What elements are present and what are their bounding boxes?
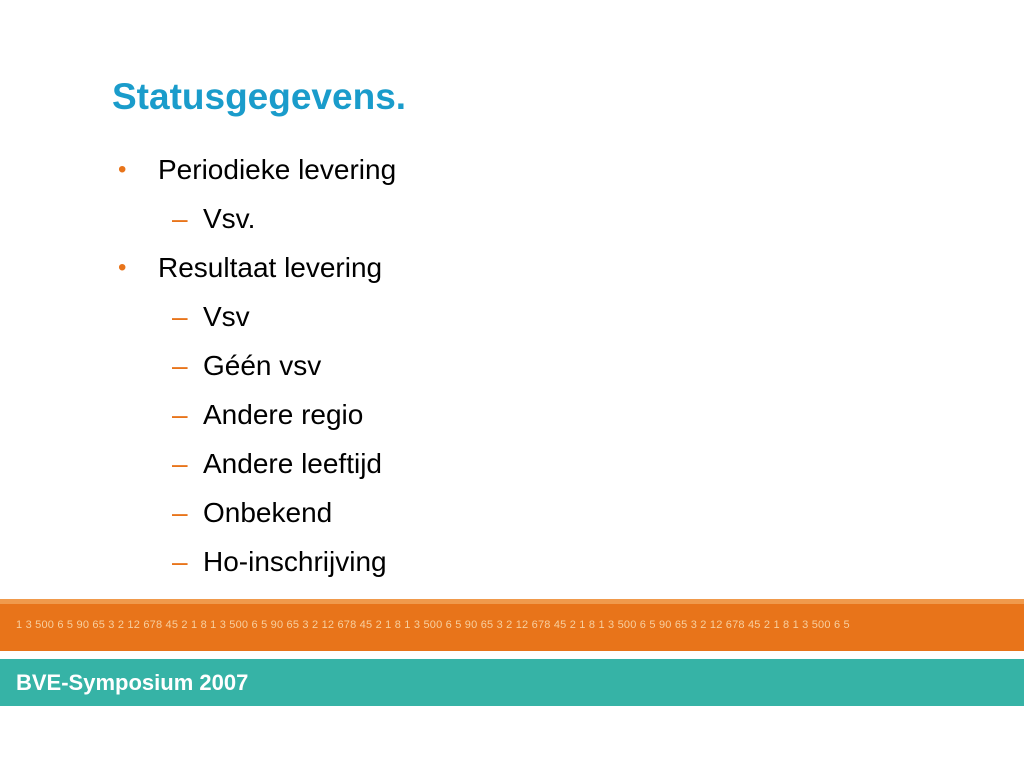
footer-number-band <box>0 599 1024 651</box>
sub-bullet-text: Vsv <box>203 301 250 332</box>
sub-bullet-item <box>172 493 332 533</box>
dash-icon: – <box>172 497 188 528</box>
sub-bullet-text: Ho-inschrijving <box>203 546 387 577</box>
sub-bullet-text: Géén vsv <box>203 350 322 381</box>
dash-icon: – <box>172 399 188 430</box>
sub-bullet-item <box>172 297 250 337</box>
bullet-text: Resultaat levering <box>158 252 383 283</box>
bullet-dot-icon: • <box>118 156 127 183</box>
sub-bullet-text: Andere leeftijd <box>203 448 383 479</box>
dash-icon: – <box>172 301 188 332</box>
sub-bullet-item <box>172 346 321 386</box>
bullet-item <box>118 248 382 288</box>
bullet-item <box>118 150 396 190</box>
footer-event-band <box>0 659 1024 706</box>
bullet-text: Periodieke levering <box>158 154 397 185</box>
sub-bullet-text: Andere regio <box>203 399 364 430</box>
sub-bullet-item <box>172 199 255 239</box>
dash-icon: – <box>172 203 188 234</box>
dash-icon: – <box>172 448 188 479</box>
dash-icon: – <box>172 546 188 577</box>
footer-event-name: BVE-Symposium 2007 <box>16 670 249 695</box>
footer-digits: 1 3 500 6 5 90 65 3 2 12 678 45 2 1 8 1 3 500 6 5 90 65 3 2 12 678 45 2 1 8 1 3 500 6 5 90 65 3 2 12 678 45 2 1 8 1 3 500 6 5 90 65 3 2 12 678 45 2 1 8 1 3 500 6 5 <box>16 619 850 631</box>
sub-bullet-item <box>172 542 387 582</box>
dash-icon: – <box>172 350 188 381</box>
bullet-dot-icon: • <box>118 254 127 281</box>
sub-bullet-item <box>172 444 382 484</box>
slide-title: Statusgegevens. <box>112 76 407 117</box>
sub-bullet-text: Vsv. <box>203 203 256 234</box>
sub-bullet-text: Onbekend <box>203 497 333 528</box>
sub-bullet-item <box>172 395 363 435</box>
